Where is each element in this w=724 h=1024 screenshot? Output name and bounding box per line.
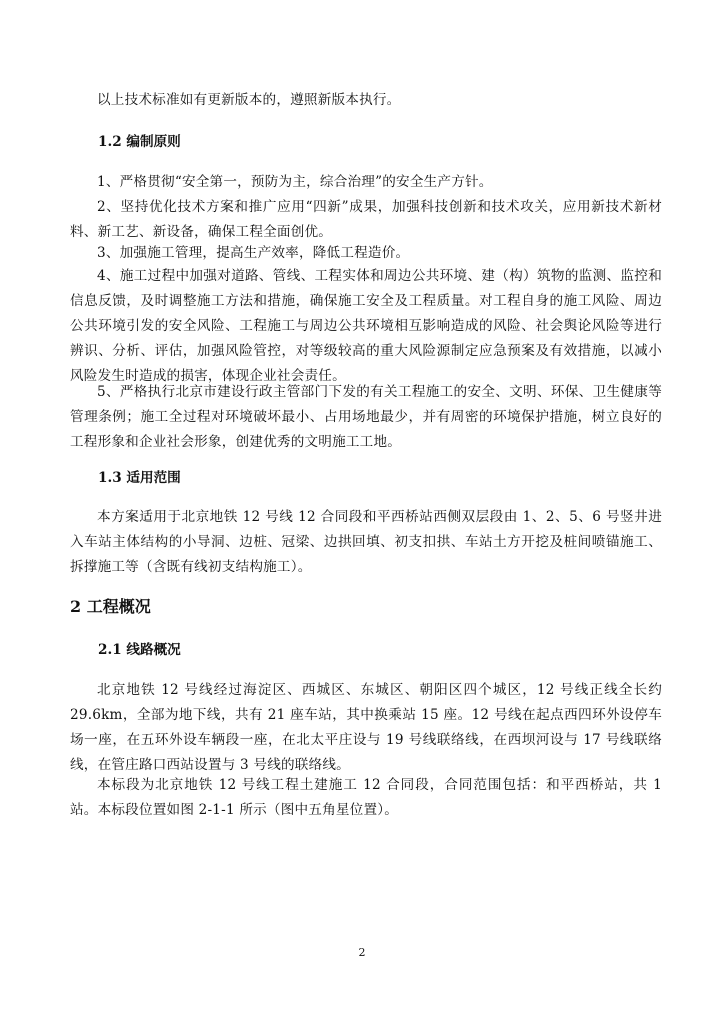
- scope-paragraph: 本方案适用于北京地铁 12 号线 12 合同段和平西桥站西侧双层段由 1、2、5、6 号竖井进入车站主体结构的小导洞、边桩、冠梁、边拱回填、初支扣拱、车站土方开挖及桩间喷锚施工、拆撑施工等（含既有线初支结构施工）。: [70, 509, 662, 575]
- contract-section-paragraph: 本标段为北京地铁 12 号线工程土建施工 12 合同段，合同范围包括：和平西桥站，共 1 站。本标段位置如图 2-1-1 所示（图中五角星位置）。: [70, 777, 662, 818]
- section-1-3-heading: 1.3 适用范围: [98, 470, 181, 486]
- principle-item-2: 2、坚持优化技术方案和推广应用“四新”成果，加强科技创新和技术攻关，应用新技术新材料、新工艺、新设备，确保工程全面创优。: [70, 199, 662, 240]
- section-2-heading: 2 工程概况: [70, 597, 151, 616]
- principle-item-1: 1、严格贯彻“安全第一，预防为主，综合治理”的安全生产方针。: [97, 174, 493, 190]
- section-2-1-heading: 2.1 线路概况: [98, 642, 181, 658]
- line-overview-paragraph: 北京地铁 12 号线经过海淀区、西城区、东城区、朝阳区四个城区，12 号线正线全长约 29.6km，全部为地下线，共有 21 座车站，其中换乘站 15 座。12 号线在起点西四环外设停车场一座，在五环外设车辆段一座，在北太平庄设与 19 号线联络线，在西坝河设与 17 号线联络线，在管庄路口西站设置与 3 号线的联络线。: [70, 682, 662, 773]
- intro-paragraph: 以上技术标准如有更新版本的，遵照新版本执行。: [97, 92, 401, 108]
- principle-item-5: 5、严格执行北京市建设行政主管部门下发的有关工程施工的安全、文明、环保、卫生健康等管理条例；施工全过程对环境破坏最小、占用场地最少，并有周密的环境保护措施，树立良好的工程形象和企业社会形象，创建优秀的文明施工工地。: [70, 384, 662, 450]
- section-1-2-heading: 1.2 编制原则: [98, 134, 181, 150]
- page-number: 2: [358, 946, 366, 959]
- principle-item-4: 4、施工过程中加强对道路、管线、工程实体和周边公共环境、建（构）筑物的监测、监控和信息反馈，及时调整施工方法和措施，确保施工安全及工程质量。对工程自身的施工风险、周边公共环境引发的安全风险、工程施工与周边公共环境相互影响造成的风险、社会舆论风险等进行辨识、分析、评估，加强风险管控，对等级较高的重大风险源制定应急预案及有效措施，以减小风险发生时造成的损害，体现企业社会责任。: [70, 268, 662, 384]
- principle-item-3: 3、加强施工管理，提高生产效率，降低工程造价。: [97, 245, 410, 261]
